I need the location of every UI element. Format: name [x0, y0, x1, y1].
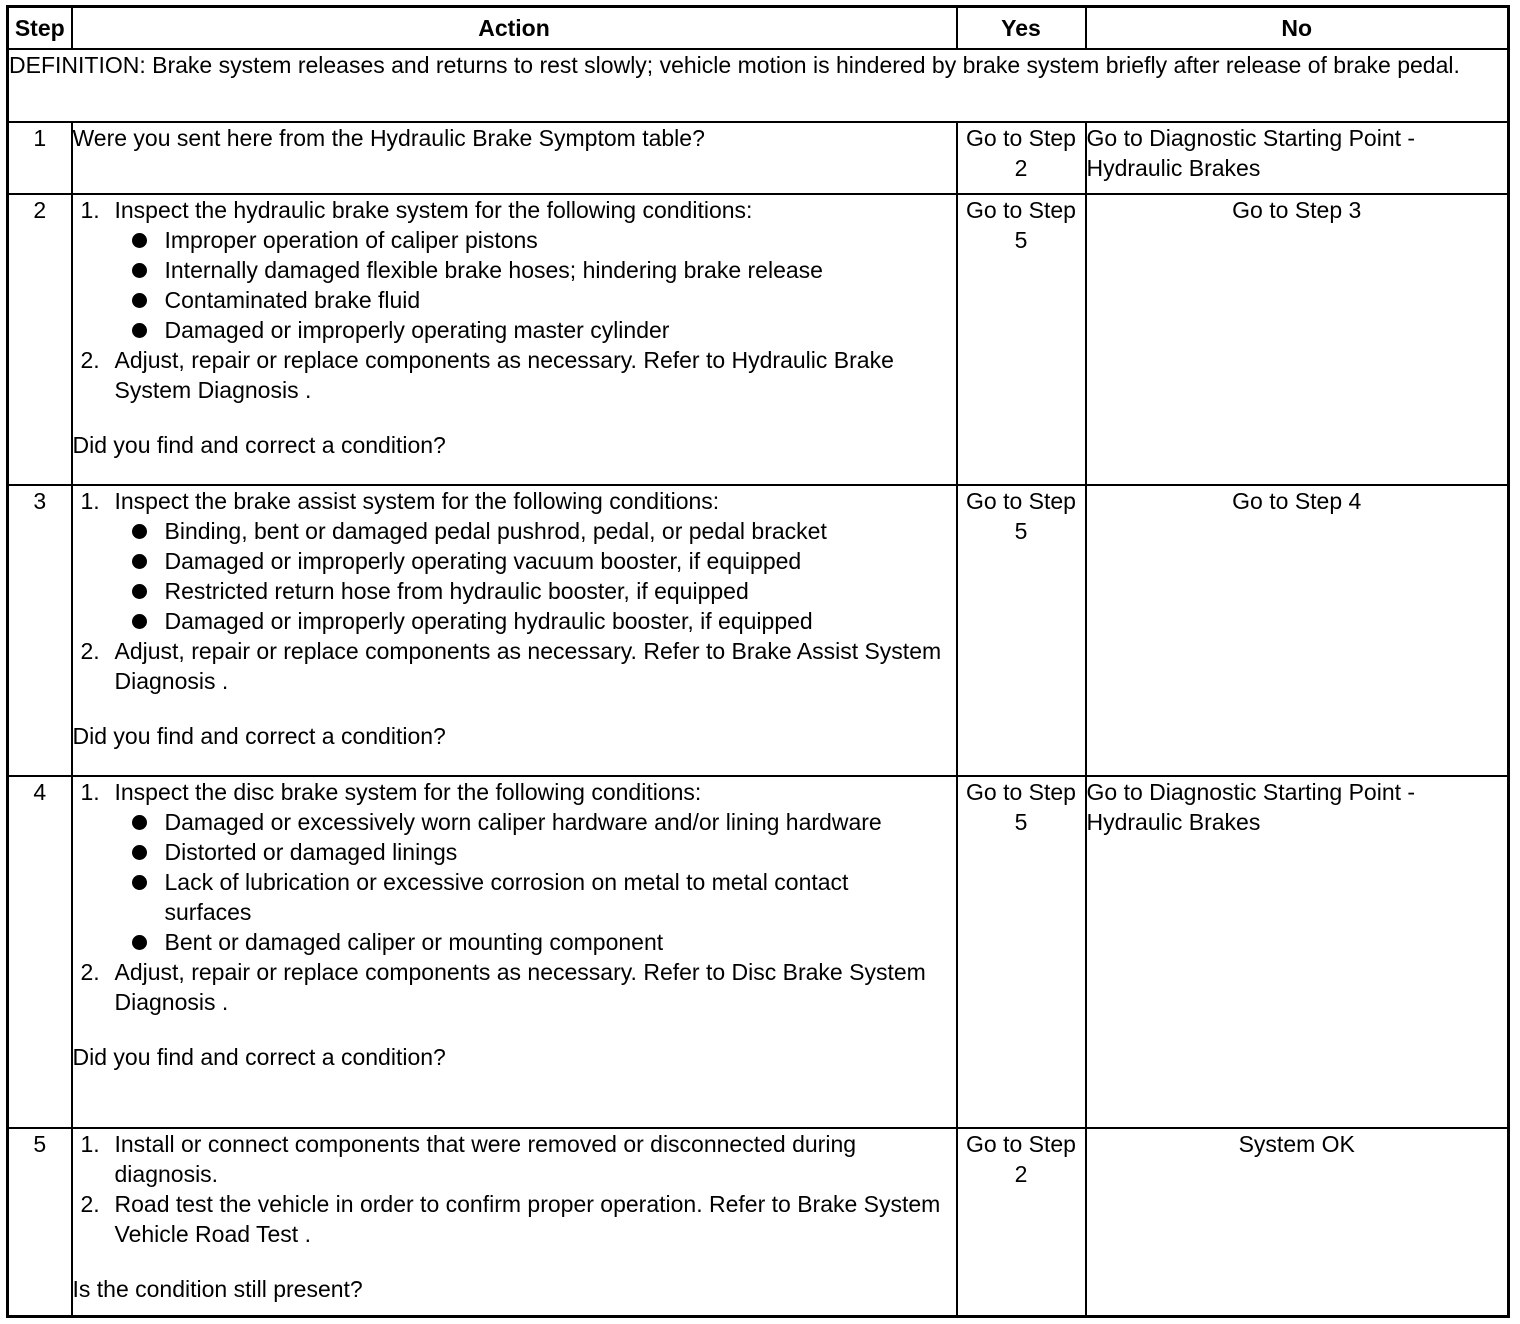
condition-item: Distorted or damaged linings: [115, 837, 896, 867]
step-number: 3: [8, 485, 72, 776]
yes-action: Go to Step 5: [957, 485, 1086, 776]
no-action: System OK: [1086, 1128, 1509, 1317]
yes-action: Go to Step 2: [957, 1128, 1086, 1317]
header-yes: Yes: [957, 7, 1086, 49]
item-number: 1.: [80, 196, 100, 223]
action-item: [73, 195, 956, 345]
table-row: [8, 1128, 1509, 1317]
condition-list: [115, 807, 956, 957]
condition-item: Improper operation of caliper pistons: [115, 225, 956, 255]
diagnostic-table: [6, 5, 1510, 1318]
condition-item: Damaged or excessively worn caliper hardware and/or lining hardware: [115, 807, 896, 837]
item-number: 2.: [80, 958, 100, 985]
yes-action: Go to Step 5: [957, 194, 1086, 485]
step-question: Did you find and correct a condition?: [72, 431, 446, 458]
action-list: [73, 777, 956, 1017]
item-number: 1.: [80, 487, 100, 514]
item-text: Adjust, repair or replace components as necessary. Refer to Disc Brake System Diagnosis .: [114, 958, 926, 1015]
step-number: 1: [8, 122, 72, 194]
condition-list: [115, 225, 956, 345]
no-action: Go to Diagnostic Starting Point - Hydraulic Brakes: [1086, 776, 1509, 1128]
step-question: Did you find and correct a condition?: [72, 722, 446, 749]
action-item: [73, 636, 956, 696]
header-step: Step: [8, 7, 72, 49]
table-row: [8, 194, 1509, 485]
action-item: [73, 1189, 956, 1249]
condition-item: Lack of lubrication or excessive corrosion on metal to metal contact surfaces: [115, 867, 896, 927]
definition-row: [8, 49, 1509, 122]
condition-item: Damaged or improperly operating hydraulic booster, if equipped: [115, 606, 956, 636]
item-text: Inspect the brake assist system for the following conditions:: [114, 487, 720, 514]
header-action: Action: [72, 7, 957, 49]
table-row: [8, 485, 1509, 776]
condition-item: Internally damaged flexible brake hoses; hindering brake release: [115, 255, 956, 285]
item-text: Road test the vehicle in order to confirm proper operation. Refer to Brake System Vehicle Road Test .: [114, 1190, 941, 1247]
condition-item: Restricted return hose from hydraulic booster, if equipped: [115, 576, 956, 606]
action-list: [73, 195, 956, 405]
item-text: Adjust, repair or replace components as necessary. Refer to Brake Assist System Diagnosis .: [114, 637, 942, 694]
no-action: Go to Step 4: [1086, 485, 1509, 776]
item-number: 2.: [80, 346, 100, 373]
action-cell: [72, 194, 957, 485]
action-item: [73, 1129, 956, 1189]
table-row: [8, 776, 1509, 1128]
condition-item: Bent or damaged caliper or mounting component: [115, 927, 896, 957]
action-item: [73, 957, 956, 1017]
action-item: [73, 486, 956, 636]
item-number: 1.: [80, 778, 100, 805]
step-number: 2: [8, 194, 72, 485]
item-text: Adjust, repair or replace components as necessary. Refer to Hydraulic Brake System Diagnosis .: [114, 346, 894, 403]
action-cell: [72, 776, 957, 1128]
step-number: 5: [8, 1128, 72, 1317]
action-item: [73, 777, 956, 957]
item-text: Inspect the hydraulic brake system for the following conditions:: [114, 196, 753, 223]
action-item: [73, 345, 956, 405]
header-no: No: [1086, 7, 1509, 49]
yes-action: Go to Step 5: [957, 776, 1086, 1128]
action-cell: [72, 485, 957, 776]
action-list: [73, 486, 956, 696]
step-number: 4: [8, 776, 72, 1128]
condition-item: Binding, bent or damaged pedal pushrod, pedal, or pedal bracket: [115, 516, 956, 546]
table-row: [8, 122, 1509, 194]
yes-action: Go to Step 2: [957, 122, 1086, 194]
step-question: Did you find and correct a condition?: [72, 1043, 446, 1070]
definition-text: DEFINITION: Brake system releases and returns to rest slowly; vehicle motion is hindered by brake system briefly after release of brake pedal.: [8, 49, 1509, 122]
item-number: 2.: [80, 637, 100, 664]
action-list: [73, 1129, 956, 1249]
condition-item: Damaged or improperly operating master cylinder: [115, 315, 956, 345]
condition-item: Contaminated brake fluid: [115, 285, 956, 315]
no-action: Go to Diagnostic Starting Point - Hydraulic Brakes: [1086, 122, 1509, 194]
item-text: Inspect the disc brake system for the following conditions:: [114, 778, 702, 805]
header-row: [8, 7, 1509, 49]
item-number: 1.: [80, 1130, 100, 1157]
action-cell: [72, 1128, 957, 1317]
item-number: 2.: [80, 1190, 100, 1217]
condition-item: Damaged or improperly operating vacuum booster, if equipped: [115, 546, 956, 576]
condition-list: [115, 516, 956, 636]
no-action: Go to Step 3: [1086, 194, 1509, 485]
item-text: Install or connect components that were removed or disconnected during diagnosis.: [114, 1130, 857, 1187]
step-question: Were you sent here from the Hydraulic Brake Symptom table?: [72, 122, 957, 194]
step-question: Is the condition still present?: [72, 1275, 363, 1302]
